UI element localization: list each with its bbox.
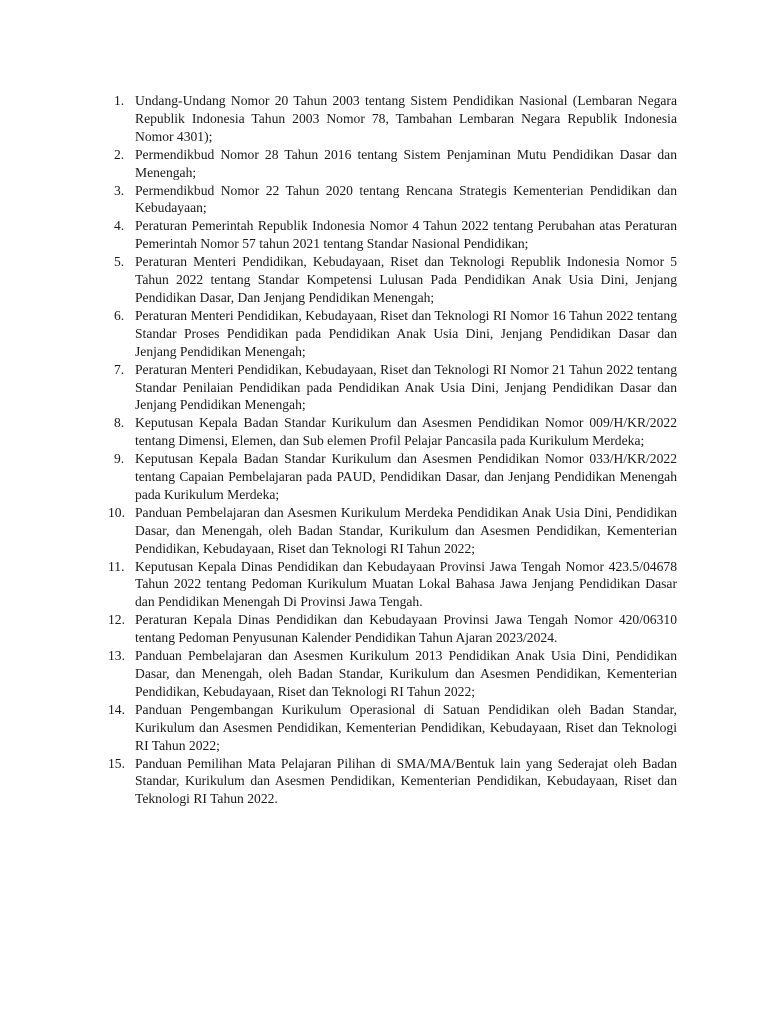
list-item [108,307,677,361]
list-item-text: Peraturan Pemerintah Republik Indonesia Nomor 4 Tahun 2022 tentang Perubahan atas Peraturan Pemerintah Nomor 57 tahun 2021 tentang Standar Nasional Pendidikan; [135,218,677,252]
list-item-number: 10. [108,504,125,520]
list-item-text: Keputusan Kepala Dinas Pendidikan dan Kebudayaan Provinsi Jawa Tengah Nomor 423.5/04678 Tahun 2022 tentang Pedoman Kurikulum Muatan Lokal Bahasa Jawa Jenjang Pendidikan Dasar dan Pendidikan Menengah Di Provinsi Jawa Tengah. [135,558,677,610]
list-item [108,146,677,182]
list-item-number: 11. [108,558,125,574]
list-item-number: 4. [114,218,125,234]
list-item [108,450,677,504]
list-item [108,647,677,701]
reference-list [108,92,677,808]
list-item-text: Keputusan Kepala Badan Standar Kurikulum dan Asesmen Pendidikan Nomor 033/H/KR/2022 tentang Capaian Pembelajaran pada PAUD, Pendidikan Dasar, dan Jenjang Pendidikan Menengah pada Kurikulum Merdeka; [135,451,677,502]
list-item [108,253,677,307]
list-item [108,414,677,450]
list-item-number: 15. [108,755,125,771]
list-item [108,701,677,755]
list-item-text: Permendikbud Nomor 28 Tahun 2016 tentang Sistem Penjaminan Mutu Pendidikan Dasar dan Menengah; [135,146,677,180]
list-item-text: Panduan Pemilihan Mata Pelajaran Pilihan di SMA/MA/Bentuk lain yang Sederajat oleh Badan Standar, Kurikulum dan Asesmen Pendidikan, Kementerian Pendidikan, Kebudayaan, Riset dan Teknologi RI Tahun 2022. [135,755,677,807]
list-item-text: Panduan Pembelajaran dan Asesmen Kurikulum Merdeka Pendidikan Anak Usia Dini, Pendidikan Dasar, dan Menengah, oleh Badan Standar, Kurikulum dan Asesmen Pendidikan, Kementerian Pendidikan, Kebudayaan, Riset dan Teknologi RI Tahun 2022; [135,504,677,556]
list-item-number: 1. [114,93,125,108]
list-item-text: Peraturan Menteri Pendidikan, Kebudayaan, Riset dan Teknologi Republik Indonesia Nomor 5 Tahun 2022 tentang Standar Kompetensi Lulusan Pada Pendidikan Anak Usia Dini, Jenjang Pendidikan Dasar, Dan Jenjang Pendidikan Menengah; [135,254,677,305]
list-item-number: 5. [114,254,125,270]
list-item-text: Panduan Pembelajaran dan Asesmen Kurikulum 2013 Pendidikan Anak Usia Dini, Pendidikan Dasar, dan Menengah, oleh Badan Standar, Kurikulum dan Asesmen Pendidikan, Kementerian Pendidikan, Kebudayaan, Riset dan Teknologi RI Tahun 2022; [135,648,677,699]
list-item-text: Peraturan Kepala Dinas Pendidikan dan Kebudayaan Provinsi Jawa Tengah Nomor 420/06310 tentang Pedoman Penyusunan Kalender Pendidikan Tahun Ajaran 2023/2024. [135,612,677,646]
list-item [108,558,677,612]
list-item [108,92,677,146]
list-item-number: 7. [114,361,125,377]
list-item-number: 3. [114,182,125,198]
list-item-number: 2. [114,146,125,162]
list-item-number: 9. [114,451,125,467]
list-item-number: 13. [108,648,125,664]
list-item-number: 12. [108,612,125,628]
list-item-text: Keputusan Kepala Badan Standar Kurikulum dan Asesmen Pendidikan Nomor 009/H/KR/2022 tentang Dimensi, Elemen, dan Sub elemen Profil Pelajar Pancasila pada Kurikulum Merdeka; [135,415,677,449]
list-item-number: 14. [108,701,125,717]
list-item-number: 8. [114,415,125,431]
list-item [108,504,677,558]
list-item-text: Peraturan Menteri Pendidikan, Kebudayaan, Riset dan Teknologi RI Nomor 16 Tahun 2022 tentang Standar Proses Pendidikan pada Pendidikan Anak Usia Dini, Jenjang Pendidikan Dasar dan Jenjang Pendidikan Menengah; [135,307,677,359]
list-item-text: Panduan Pengembangan Kurikulum Operasional di Satuan Pendidikan oleh Badan Standar, Kurikulum dan Asesmen Pendidikan, Kementerian Pendidikan, Kebudayaan, Riset dan Teknologi RI Tahun 2022; [135,701,677,753]
list-item-text: Permendikbud Nomor 22 Tahun 2020 tentang Rencana Strategis Kementerian Pendidikan dan Kebudayaan; [135,182,677,216]
list-item [108,755,677,809]
list-item [108,361,677,415]
list-item-text: Peraturan Menteri Pendidikan, Kebudayaan, Riset dan Teknologi RI Nomor 21 Tahun 2022 tentang Standar Penilaian Pendidikan pada Pendidikan Anak Usia Dini, Jenjang Pendidikan Dasar dan Jenjang Pendidikan Menengah; [135,361,677,413]
list-item [108,217,677,253]
list-item-text: Undang-Undang Nomor 20 Tahun 2003 tentang Sistem Pendidikan Nasional (Lembaran Negara Republik Indonesia Tahun 2003 Nomor 78, Tambahan Lembaran Negara Republik Indonesia Nomor 4301); [135,93,677,144]
list-item [108,182,677,218]
list-item-number: 6. [114,307,125,323]
list-item [108,611,677,647]
